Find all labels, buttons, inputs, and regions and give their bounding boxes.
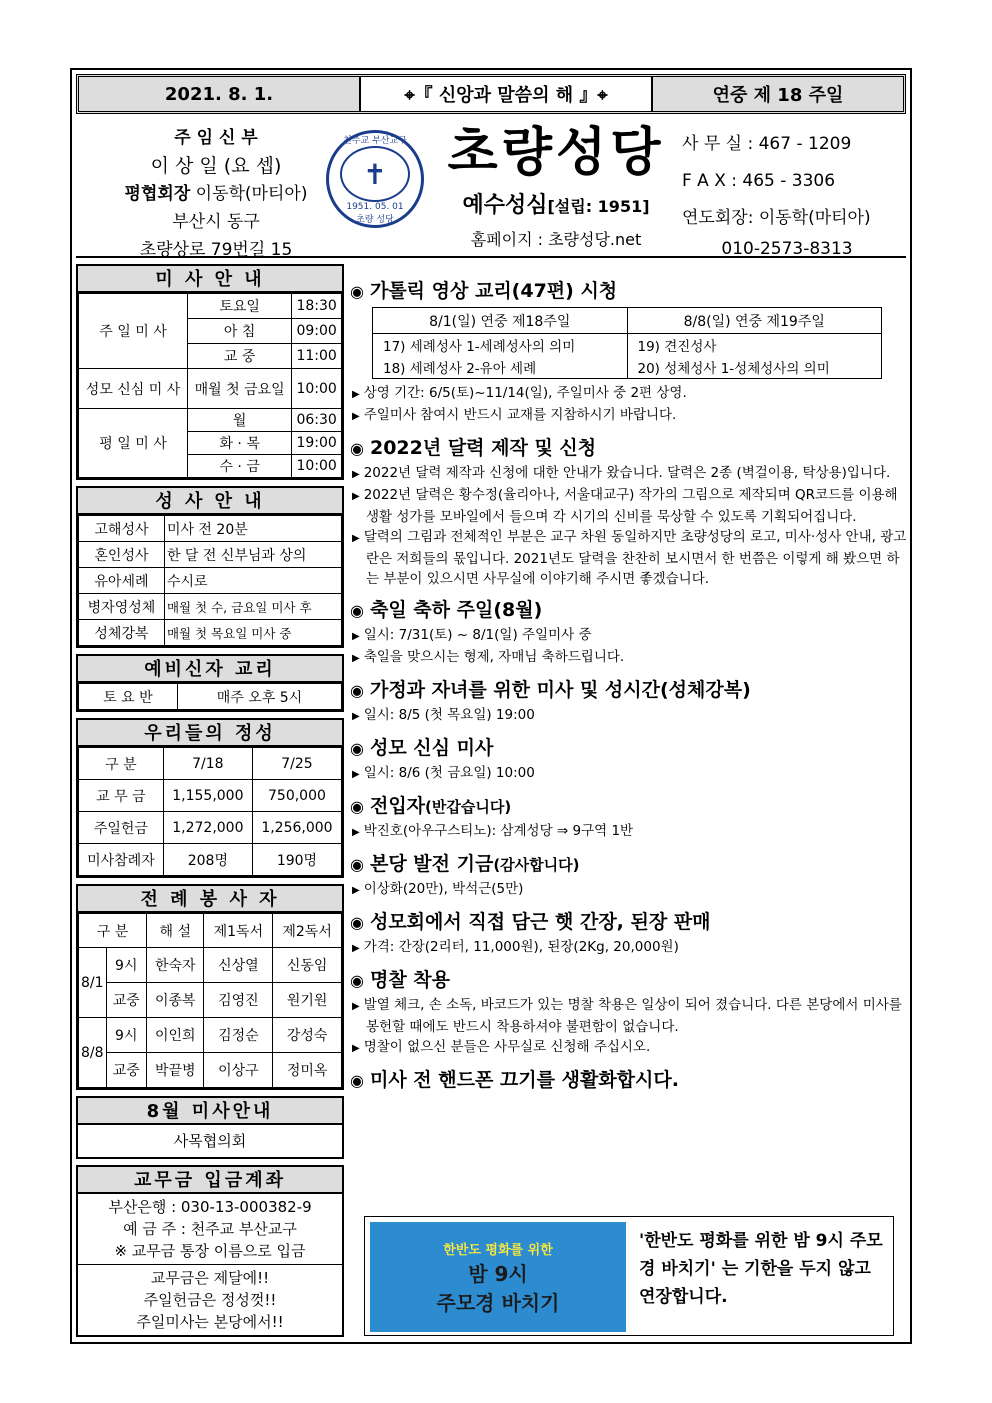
seal-emblem-icon: ✝ — [340, 146, 410, 202]
sale-title: 성모회에서 직접 담근 햇 간장, 된장 판매 — [369, 911, 711, 933]
chair-name: 연도회장: 이동학(마티아) — [682, 208, 871, 228]
circle-bullet-icon: ◉ — [350, 739, 364, 758]
calendar-title: 2022년 달력 제작 및 신청 — [369, 437, 597, 459]
office-phone: 사 무 실 : 467 - 1209 — [682, 134, 852, 154]
catechumen-title: 예비신자 교리 — [78, 656, 342, 683]
table-cell: 수 · 금 — [188, 455, 292, 478]
august-mass-box — [76, 1096, 344, 1159]
top-bar — [76, 74, 906, 114]
video-table — [372, 307, 882, 379]
video-title: 가톨릭 영상 교리(47편) 시청 — [369, 280, 618, 302]
list-item-text: 가격: 간장(2리터, 11,000원), 된장(2Kg, 20,000원) — [363, 939, 679, 955]
table-cell: 교중 — [106, 1053, 146, 1088]
table-cell: 7/25 — [252, 748, 341, 780]
table-cell: 김영진 — [204, 983, 273, 1018]
circle-bullet-icon: ◉ — [350, 601, 364, 620]
list-item — [350, 527, 908, 589]
mass-schedule-table — [78, 293, 342, 478]
council-label: 평협회장 — [124, 184, 191, 204]
triangle-bullet-icon: ▶ — [352, 631, 360, 642]
right-column — [350, 270, 908, 1095]
table-cell: 한 달 전 신부님과 상의 — [164, 542, 341, 568]
table-cell: 1,256,000 — [252, 812, 341, 844]
table-cell: 교 무 금 — [79, 780, 164, 812]
table-cell: 19) 견진성사 — [627, 334, 882, 357]
list-item-text: 달력의 그림과 전체적인 부분은 교구 차원 동일하지만 초량성당의 로고, 미사·성사 안내, 광고란은 저희들의 몫입니다. 2021년도 달력을 찬찬히 보시면서 한 번쯤은 이렇게 해 봤으면 하는 부분이 있으시면 사무실에 이야기해 주시면 좋겠습니다. — [363, 529, 907, 587]
triangle-bullet-icon: ▶ — [352, 769, 360, 780]
list-item-text: 축일을 맞으시는 형제, 자매님 축하드립니다. — [363, 649, 625, 665]
table-cell: 제1독서 — [204, 914, 273, 948]
table-cell: 토요일 — [188, 294, 292, 319]
list-item — [350, 821, 908, 843]
table-cell: 8/1 — [79, 948, 107, 1018]
table-cell: 아 침 — [188, 319, 292, 344]
table-cell: 10:00 — [292, 369, 342, 409]
list-item-text: 명찰이 없으신 분들은 사무실로 신청해 주십시오. — [363, 1039, 651, 1055]
seal-date: 1951. 05. 01 — [346, 202, 404, 212]
table-cell: 750,000 — [252, 780, 341, 812]
list-item-text: 2022년 달력 제작과 신청에 대한 안내가 왔습니다. 달력은 2종 (벽걸이용, 탁상용)입니다. — [363, 465, 891, 481]
table-cell: 1,272,000 — [163, 812, 252, 844]
seal-top-text: 천주교 부산교구 — [343, 136, 407, 146]
pastor-info — [96, 124, 336, 264]
sacrament-box — [76, 486, 344, 648]
chair-phone: 010-2573-8313 — [721, 239, 853, 259]
triangle-bullet-icon: ▶ — [352, 885, 360, 896]
triangle-bullet-icon: ▶ — [352, 491, 360, 502]
section-heading — [350, 849, 908, 876]
slogan: 주일헌금은 정성껏!! — [143, 1291, 277, 1309]
address-line2: 초량상로 79번길 15 — [139, 240, 293, 260]
table-cell: 해 설 — [146, 914, 204, 948]
list-item — [350, 995, 908, 1037]
account-note: ※ 교무금 통장 이름으로 입금 — [114, 1242, 306, 1260]
fax-number: F A X : 465 - 3306 — [682, 171, 836, 191]
left-column — [76, 264, 344, 1343]
list-item — [350, 647, 908, 669]
table-cell: 화 · 목 — [188, 432, 292, 455]
table-cell: 성모 신심 미 사 — [79, 369, 188, 409]
council-name: 이동학(마티아) — [195, 184, 308, 204]
table-cell: 9시 — [106, 1018, 146, 1053]
triangle-bullet-icon: ▶ — [352, 1043, 360, 1054]
slogan: 주일미사는 본당에서!! — [136, 1313, 284, 1331]
triangle-bullet-icon: ▶ — [352, 943, 360, 954]
table-cell: 매주 오후 5시 — [177, 684, 341, 710]
table-cell: 구 분 — [79, 748, 164, 780]
servers-box — [76, 884, 344, 1090]
table-cell: 신동임 — [273, 948, 342, 983]
account-holder: 예 금 주 : 천주교 부산교구 — [123, 1220, 297, 1238]
section-heading — [350, 791, 908, 818]
table-cell: 주일헌금 — [79, 812, 164, 844]
table-cell: 혼인성사 — [79, 542, 165, 568]
church-seal-logo — [326, 130, 424, 228]
newcomer-title: 전입자 — [369, 795, 426, 817]
nametag-title: 명찰 착용 — [369, 969, 450, 991]
peace-prayer-text: '한반도 평화를 위한 밤 9시 주모경 바치기' 는 기한을 두지 않고 연장합니다. — [639, 1231, 883, 1307]
list-item-text: 주일미사 참여시 반드시 교재를 지참하시기 바랍니다. — [363, 407, 677, 423]
august-mass-value: 사목협의회 — [173, 1132, 247, 1150]
founded-year: [설립: 1951] — [547, 197, 650, 216]
list-item-text: 발열 체크, 손 소독, 바코드가 있는 명찰 착용은 일상이 되어 졌습니다. 다른 본당에서 미사를 봉헌할 때에도 반드시 착용하셔야 불편함이 없습니다. — [363, 997, 902, 1035]
list-item-text: 이상화(20만), 박석근(5만) — [363, 881, 524, 897]
triangle-bullet-icon: ▶ — [352, 411, 360, 422]
servers-title: 전 례 봉 사 자 — [78, 886, 342, 913]
table-cell: 김정순 — [204, 1018, 273, 1053]
offering-table — [78, 747, 342, 876]
table-cell: 한숙자 — [146, 948, 204, 983]
church-motto: 예수성심 — [462, 193, 548, 218]
section-heading — [350, 1065, 908, 1092]
offering-title: 우리들의 정성 — [78, 720, 342, 747]
list-item — [350, 463, 908, 485]
list-item-text: 일시: 8/6 (첫 금요일) 10:00 — [363, 765, 535, 781]
circle-bullet-icon: ◉ — [350, 1071, 364, 1090]
table-cell: 월 — [188, 409, 292, 432]
table-cell: 7/18 — [163, 748, 252, 780]
table-cell: 이종복 — [146, 983, 204, 1018]
table-cell: 평 일 미 사 — [79, 409, 188, 478]
section-heading — [350, 433, 908, 460]
banner-big-text: 밤 9시 — [468, 1261, 528, 1286]
table-cell: 이상구 — [204, 1053, 273, 1088]
table-cell: 정미옥 — [273, 1053, 342, 1088]
slogan: 교무금은 제달에!! — [150, 1269, 270, 1287]
list-item-text: 박진호(아우구스티노): 삼계성당 ⇒ 9구역 1반 — [363, 823, 634, 839]
table-cell: 강성숙 — [273, 1018, 342, 1053]
list-item-text: 일시: 8/5 (첫 목요일) 19:00 — [363, 707, 535, 723]
table-header: 8/8(일) 연중 제19주일 — [627, 308, 882, 334]
table-cell: 매월 첫 금요일 — [188, 369, 292, 409]
pastor-name: 이 상 일 (요 셉) — [150, 155, 282, 177]
section-heading — [350, 675, 908, 702]
phone-title: 미사 전 핸드폰 끄기를 생활화합시다. — [369, 1069, 679, 1091]
peace-prayer-banner — [370, 1222, 626, 1332]
year-theme: ⌖『 신앙과 말씀의 해 』⌖ — [359, 77, 653, 111]
table-cell: 10:00 — [292, 455, 342, 478]
table-cell: 8/8 — [79, 1018, 107, 1088]
bank-account: 부산은행 : 030-13-000382-9 — [108, 1198, 312, 1216]
table-cell: 17) 세례성사 1-세례성사의 의미 — [373, 334, 628, 357]
circle-bullet-icon: ◉ — [350, 681, 364, 700]
liturgical-week: 연중 제 18 주일 — [712, 85, 844, 106]
circle-bullet-icon: ◉ — [350, 971, 364, 990]
table-cell: 주 일 미 사 — [79, 294, 188, 369]
issue-date: 2021. 8. 1. — [164, 83, 274, 105]
triangle-bullet-icon: ▶ — [352, 1001, 360, 1012]
triangle-bullet-icon: ▶ — [352, 653, 360, 664]
contact-info — [682, 126, 892, 261]
table-cell: 병자영성체 — [79, 594, 165, 620]
mass-schedule-box — [76, 264, 344, 480]
pastor-title: 주 임 신 부 — [174, 128, 258, 148]
list-item — [350, 405, 908, 427]
table-header: 8/1(일) 연중 제18주일 — [373, 308, 628, 334]
account-box — [76, 1165, 344, 1337]
table-cell: 9시 — [106, 948, 146, 983]
triangle-bullet-icon: ▶ — [352, 469, 360, 480]
account-details — [78, 1194, 342, 1265]
table-cell: 성체강복 — [79, 620, 165, 646]
table-cell: 20) 성체성사 1-성체성사의 의미 — [627, 356, 882, 379]
marian-mass-title: 성모 신심 미사 — [369, 737, 494, 759]
header — [76, 118, 906, 258]
triangle-bullet-icon: ▶ — [352, 389, 360, 400]
section-heading — [350, 595, 908, 622]
table-cell: 06:30 — [292, 409, 342, 432]
table-cell: 1,155,000 — [163, 780, 252, 812]
table-cell: 19:00 — [292, 432, 342, 455]
table-cell: 구 분 — [79, 914, 147, 948]
table-cell: 매월 첫 목요일 미사 중 — [164, 620, 341, 646]
list-item — [350, 625, 908, 647]
list-item-text: 일시: 7/31(토) ~ 8/1(일) 주일미사 중 — [363, 627, 592, 643]
table-cell: 고해성사 — [79, 516, 165, 542]
account-title: 교무금 입금계좌 — [78, 1167, 342, 1194]
mass-schedule-title: 미 사 안 내 — [78, 266, 342, 293]
table-cell: 수시로 — [164, 568, 341, 594]
table-cell: 09:00 — [292, 319, 342, 344]
sacrament-title: 성 사 안 내 — [78, 488, 342, 515]
table-cell: 교 중 — [188, 344, 292, 369]
list-item-text: 상영 기간: 6/5(토)~11/14(일), 주일미사 중 2편 상영. — [363, 385, 687, 401]
homepage: 홈페이지 : 초량성당.net — [470, 230, 642, 249]
list-item — [350, 937, 908, 959]
circle-bullet-icon: ◉ — [350, 797, 364, 816]
circle-bullet-icon: ◉ — [350, 282, 364, 301]
section-heading — [350, 907, 908, 934]
table-cell: 190명 — [252, 844, 341, 876]
slogans — [78, 1265, 342, 1335]
circle-bullet-icon: ◉ — [350, 913, 364, 932]
section-heading — [350, 733, 908, 760]
table-cell: 미사 전 20분 — [164, 516, 341, 542]
table-cell: 매월 첫 수, 금요일 미사 후 — [164, 594, 341, 620]
circle-bullet-icon: ◉ — [350, 439, 364, 458]
circle-bullet-icon: ◉ — [350, 855, 364, 874]
table-cell: 토 요 반 — [79, 684, 178, 710]
bulletin-page — [70, 68, 912, 1344]
table-cell: 유아세례 — [79, 568, 165, 594]
table-cell: 18:30 — [292, 294, 342, 319]
table-cell: 이인희 — [146, 1018, 204, 1053]
fund-subtitle: (감사합니다) — [493, 856, 580, 874]
triangle-bullet-icon: ▶ — [352, 711, 360, 722]
list-item — [350, 485, 908, 527]
church-title — [436, 118, 676, 250]
table-cell: 박끝병 — [146, 1053, 204, 1088]
section-heading — [350, 276, 908, 303]
feast-title: 축일 축하 주일(8월) — [369, 599, 543, 621]
list-item — [350, 705, 908, 727]
catechumen-box — [76, 654, 344, 712]
list-item — [350, 383, 908, 405]
table-cell: 원기원 — [273, 983, 342, 1018]
table-cell: 18) 세례성사 2-유아 세례 — [373, 356, 628, 379]
table-cell: 제2독서 — [273, 914, 342, 948]
servers-table — [78, 913, 342, 1088]
triangle-bullet-icon: ▶ — [352, 827, 360, 838]
list-item-text: 2022년 달력은 황수정(율리아나, 서울대교구) 작가의 그림으로 제작되며 QR코드를 이용해 생활 성가를 모바일에서 들으며 각 시기의 신비를 묵상할 수 있도록 기획되어집니다. — [363, 487, 898, 525]
table-cell: 신상열 — [204, 948, 273, 983]
banner-small-text: 한반도 평화를 위한 — [443, 1242, 553, 1258]
table-cell: 교중 — [106, 983, 146, 1018]
newcomer-subtitle: (반갑습니다) — [425, 798, 512, 816]
triangle-bullet-icon: ▶ — [352, 533, 360, 544]
banner-big-text: 주모경 바치기 — [436, 1290, 560, 1315]
list-item — [350, 1037, 908, 1059]
list-item — [350, 879, 908, 901]
sacrament-table — [78, 515, 342, 646]
table-cell: 미사참례자 — [79, 844, 164, 876]
list-item — [350, 763, 908, 785]
fund-title: 본당 발전 기금 — [369, 853, 494, 875]
table-cell: 208명 — [163, 844, 252, 876]
section-heading — [350, 965, 908, 992]
august-mass-title: 8월 미사안내 — [78, 1098, 342, 1125]
address-line1: 부산시 동구 — [172, 212, 260, 232]
family-mass-title: 가정과 자녀를 위한 미사 및 성시간(성체강복) — [369, 679, 751, 701]
church-name: 초량성당 — [447, 123, 665, 183]
seal-bottom-text: 초량 성당 — [356, 215, 394, 225]
peace-prayer-ad — [364, 1216, 894, 1336]
table-cell: 11:00 — [292, 344, 342, 369]
offering-box — [76, 718, 344, 878]
